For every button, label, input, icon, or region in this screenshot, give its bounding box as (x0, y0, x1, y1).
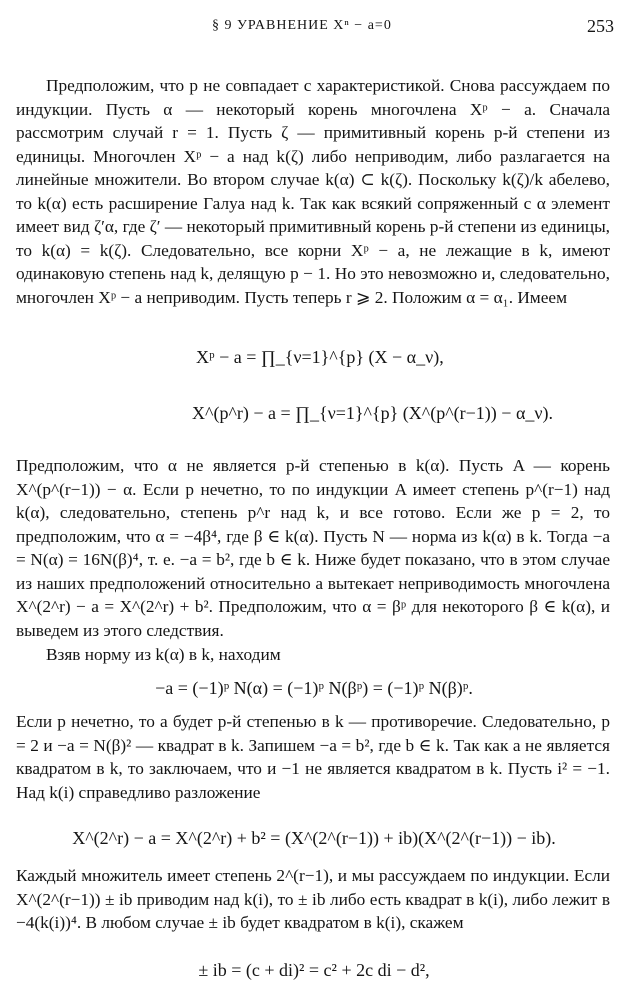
paragraph-1: Предположим, что p не совпадает с характеристикой. Снова рассуждаем по индукции. Пусть α — некоторый корень многочлена Xᵖ − a. Сначала рассмотрим случай r = 1. Пусть ζ — примитивный корень p-й степени из единицы. Многочлен Xᵖ − a над k(ζ) либо неприводим, либо разлагается на линейные множители. Во втором случае k(α) ⊂ k(ζ). Поскольку k(ζ)/k абелево, то k(α) есть расширение Галуа над k. Так как всякий сопряженный с α элемент имеет вид ζ′α, где ζ′ — некоторый примитивный корень p-й степени из единицы, то k(α) = k(ζ). Следовательно, все корни Xᵖ − a, не лежащие в k, имеют одинаковую степень над k, делящую p − 1. Но это невозможно и, следовательно, многочлен Xᵖ − a неприводим. Пусть теперь r ⩾ 2. Положим α = α₁. Имеем (16, 76, 610, 307)
formula-3: −a = (−1)ᵖ N(α) = (−1)ᵖ N(βᵖ) = (−1)ᵖ N(β)ᵖ. (155, 678, 473, 698)
running-head: § 9 УРАВНЕНИЕ Xⁿ − a=0 (212, 18, 392, 33)
formula-1: Xᵖ − a = ∏_{ν=1}^{p} (X − α_ν), (196, 347, 444, 367)
page-number: 253 (587, 16, 614, 36)
formula-2: X^(p^r) − a = ∏_{ν=1}^{p} (X^(p^(r−1)) − α_ν). (192, 403, 554, 423)
formula-5: ± ib = (c + di)² = c² + 2c di − d², (198, 960, 430, 980)
paragraph-2: Предположим, что α не является p-й степенью в k(α). Пусть A — корень X^(p^(r−1)) − α. Если p нечетно, то по индукции A имеет степень p^(r−1) над k(α), следовательно, степень p^r над k, и все готово. Если же p = 2, то предположим, что α = −4β⁴, где β ∈ k(α). Пусть N — норма из k(α) в k. Тогда −a = N(α) = 16N(β)⁴, т. е. −a = b², где b ∈ k. Ниже будет показано, что в этом случае из наших предположений относительно a вытекает неприводимость многочлена X^(2^r) − a = X^(2^r) + b². Предположим, что α = βᵖ для некоторого β ∈ k(α), и выведем из этого следствия. (16, 456, 610, 640)
paragraph-3: Взяв норму из k(α) в k, находим (46, 645, 281, 664)
formula-4: X^(2^r) − a = X^(2^r) + b² = (X^(2^(r−1)) + ib)(X^(2^(r−1)) − ib). (72, 828, 556, 848)
page-header (0, 10, 628, 40)
paragraph-4: Если p нечетно, то a будет p-й степенью в k — противоречие. Следовательно, p = 2 и −a = N(β)² — квадрат в k. Запишем −a = b², где b ∈ k. Так как a не является квадратом в k, то заключаем, что и −1 не является квадратом в k. Пусть i² = −1. Над k(i) справедливо разложение (16, 712, 610, 802)
paragraph-5: Каждый множитель имеет степень 2^(r−1), и мы рассуждаем по индукции. Если X^(2^(r−1)) ± ib приводим над k(i), то ± ib либо есть квадрат в k(i), либо лежит в −4(k(i))⁴. В любом случае ± ib будет квадратом в k(i), скажем (16, 866, 610, 932)
